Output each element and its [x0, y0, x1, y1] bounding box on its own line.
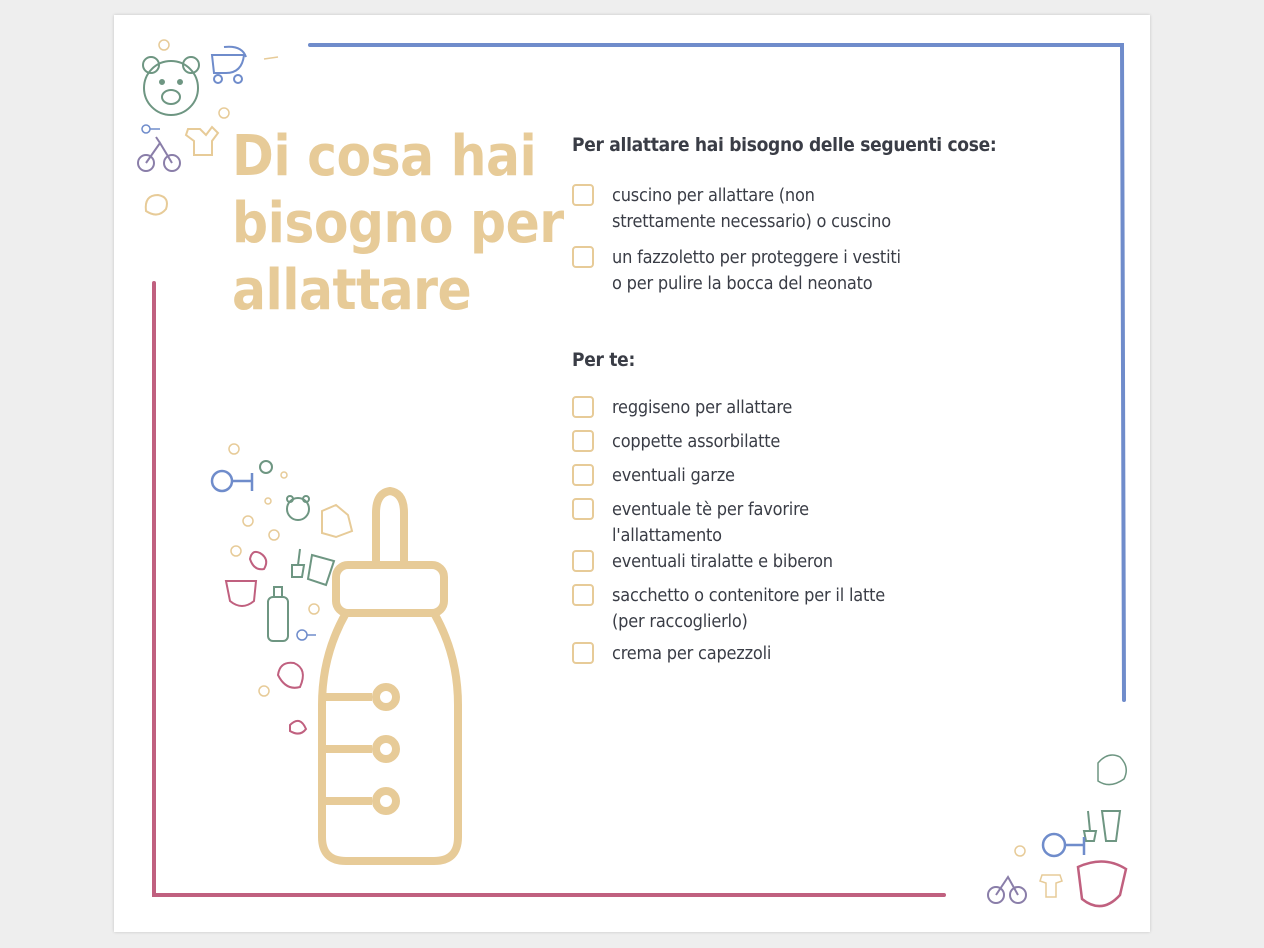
label-line: (per raccoglierlo): [612, 611, 748, 632]
checkbox[interactable]: [572, 184, 594, 206]
rattle-icon: [260, 461, 304, 577]
baby-bottle-icon: [322, 491, 458, 861]
label-line: o per pulire la bocca del neonato: [612, 273, 873, 294]
label-line: eventuali garze: [612, 465, 735, 486]
baby-bottle-icon: [268, 587, 288, 641]
checklist-item-label: [612, 395, 792, 421]
stroller-icon: [212, 47, 246, 83]
checkbox[interactable]: [572, 396, 594, 418]
checklist-item-label: [612, 429, 780, 455]
sand-bucket-icon: [308, 555, 334, 585]
checklist-item-label: [612, 183, 891, 235]
label-line: eventuali tiralatte e biberon: [612, 551, 833, 572]
rattle-icon: [229, 444, 319, 696]
rattle-icon: [159, 40, 278, 118]
teddy-bear-icon: [143, 57, 199, 115]
checkbox[interactable]: [572, 550, 594, 572]
checkbox[interactable]: [572, 642, 594, 664]
checklist-item-label: [612, 245, 901, 297]
onesie-icon: [186, 127, 218, 155]
onesie-icon: [322, 505, 352, 537]
label-line: eventuale tè per favorire: [612, 499, 809, 520]
pacifier-icon: [1043, 834, 1084, 856]
bib-icon: [1098, 755, 1126, 785]
checklist-item-label: [612, 549, 833, 575]
checklist-item-label: [612, 497, 809, 549]
title-line: Di cosa hai: [232, 124, 537, 189]
page-title: [232, 123, 564, 324]
tricycle-icon: [138, 137, 180, 171]
checklist-page: [114, 15, 1150, 932]
tricycle-icon: [988, 877, 1026, 903]
label-line: cuscino per allattare (non: [612, 185, 815, 206]
section-heading-for-you: Per te:: [572, 349, 636, 371]
label-line: crema per capezzoli: [612, 643, 772, 664]
pacifier-icon: [297, 630, 316, 640]
diaper-icon: [1078, 861, 1126, 906]
label-line: sacchetto o contenitore per il latte: [612, 585, 886, 606]
pacifier-icon: [142, 125, 160, 133]
duck-icon: [146, 195, 167, 215]
checkbox[interactable]: [572, 584, 594, 606]
checkbox[interactable]: [572, 464, 594, 486]
teddy-bear-icon: [287, 496, 309, 520]
duck-icon: [250, 552, 306, 734]
checklist-item-label: [612, 463, 735, 489]
label-line: l'allattamento: [612, 525, 722, 546]
label-line: coppette assorbilatte: [612, 431, 781, 452]
onesie-icon: [1015, 846, 1062, 897]
label-line: strettamente necessario) o cuscino: [612, 211, 891, 232]
sand-bucket-icon: [1084, 811, 1120, 841]
checklist-item-label: [612, 583, 885, 635]
pacifier-icon: [212, 471, 252, 491]
section-heading-breastfeeding: Per allattare hai bisogno delle seguenti cose:: [572, 134, 997, 156]
title-line: bisogno per: [232, 191, 564, 256]
label-line: un fazzoletto per proteggere i vestiti: [612, 247, 901, 268]
title-line: allattare: [232, 258, 472, 323]
checkbox[interactable]: [572, 430, 594, 452]
checkbox[interactable]: [572, 498, 594, 520]
diaper-icon: [226, 581, 256, 606]
checklist-item-label: [612, 641, 771, 667]
label-line: reggiseno per allattare: [612, 397, 793, 418]
checkbox[interactable]: [572, 246, 594, 268]
